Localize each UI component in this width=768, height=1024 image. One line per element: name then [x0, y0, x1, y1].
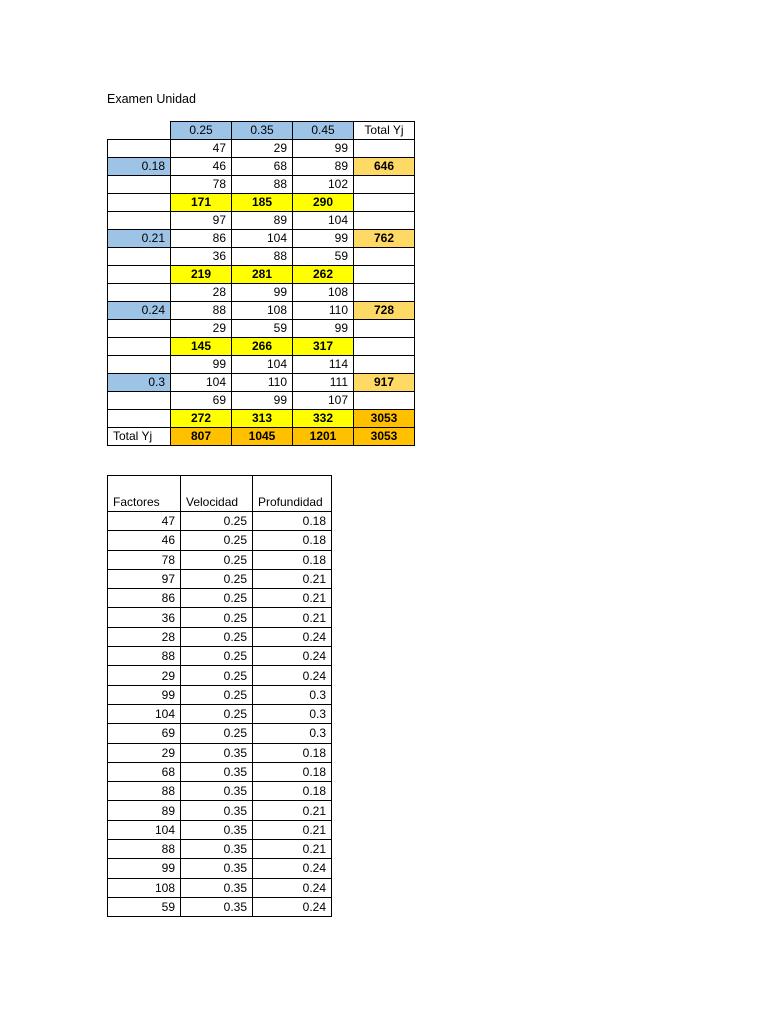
data-cell[interactable]: 68 [232, 158, 293, 176]
velocity-value-cell[interactable]: 0.25 [181, 685, 253, 704]
depth-value-cell[interactable]: 0.24 [253, 627, 332, 646]
row-total-cell[interactable]: 728 [354, 302, 415, 320]
table1-data-row [108, 320, 415, 338]
factor-value-cell[interactable]: 47 [108, 512, 181, 531]
factor-value-cell[interactable]: 108 [108, 878, 181, 897]
data-cell[interactable]: 104 [171, 374, 232, 392]
grand-subtotal-cell[interactable]: 3053 [354, 410, 415, 428]
depth-value-cell[interactable]: 0.21 [253, 840, 332, 859]
factor-value-cell[interactable]: 28 [108, 627, 181, 646]
row-total-cell[interactable]: 646 [354, 158, 415, 176]
depth-value-cell[interactable]: 0.21 [253, 608, 332, 627]
anova-data-table [107, 121, 415, 446]
velocity-header-cell[interactable]: 0.35 [232, 122, 293, 140]
empty-cell[interactable] [354, 284, 415, 302]
velocity-header-cell[interactable]: 0.45 [293, 122, 354, 140]
table2-row [108, 897, 332, 916]
velocity-value-cell[interactable]: 0.35 [181, 743, 253, 762]
factor-value-cell[interactable]: 29 [108, 666, 181, 685]
empty-cell[interactable] [108, 410, 171, 428]
data-cell[interactable]: 29 [232, 140, 293, 158]
empty-cell[interactable] [108, 284, 171, 302]
velocity-value-cell[interactable]: 0.25 [181, 589, 253, 608]
empty-cell[interactable] [108, 212, 171, 230]
data-cell[interactable]: 89 [232, 212, 293, 230]
factor-value-cell[interactable]: 46 [108, 531, 181, 550]
subtotal-cell[interactable]: 290 [293, 194, 354, 212]
table2-row [108, 782, 332, 801]
table1-sum-row [108, 194, 415, 212]
table1-data-row [108, 392, 415, 410]
velocity-value-cell[interactable]: 0.25 [181, 608, 253, 627]
depth-value-cell[interactable]: 0.18 [253, 531, 332, 550]
table1-data-row [108, 248, 415, 266]
velocity-value-cell[interactable]: 0.25 [181, 627, 253, 646]
empty-cell[interactable] [108, 320, 171, 338]
data-cell[interactable]: 99 [293, 140, 354, 158]
subtotal-cell[interactable]: 145 [171, 338, 232, 356]
data-cell[interactable]: 111 [293, 374, 354, 392]
velocidad-header-cell[interactable]: Velocidad [181, 476, 253, 512]
data-cell[interactable]: 104 [293, 212, 354, 230]
table1-sum-row [108, 410, 415, 428]
data-cell[interactable]: 36 [171, 248, 232, 266]
data-cell[interactable]: 107 [293, 392, 354, 410]
depth-value-cell[interactable]: 0.18 [253, 512, 332, 531]
table2-row [108, 608, 332, 627]
data-cell[interactable]: 110 [293, 302, 354, 320]
empty-cell[interactable] [354, 194, 415, 212]
empty-cell[interactable] [108, 140, 171, 158]
velocity-value-cell[interactable]: 0.35 [181, 859, 253, 878]
velocity-value-cell[interactable]: 0.25 [181, 531, 253, 550]
empty-cell[interactable] [354, 266, 415, 284]
data-cell[interactable]: 86 [171, 230, 232, 248]
table1-data-row [108, 356, 415, 374]
empty-cell[interactable] [354, 248, 415, 266]
table1-footer-row [108, 428, 415, 446]
velocity-value-cell[interactable]: 0.25 [181, 569, 253, 588]
table2-row [108, 859, 332, 878]
table1-data-row [108, 284, 415, 302]
data-cell[interactable]: 102 [293, 176, 354, 194]
velocity-value-cell[interactable]: 0.35 [181, 782, 253, 801]
subtotal-cell[interactable]: 185 [232, 194, 293, 212]
empty-cell[interactable] [108, 356, 171, 374]
depth-value-cell[interactable]: 0.21 [253, 820, 332, 839]
table1-header-row [108, 122, 415, 140]
depth-label-cell[interactable]: 0.18 [108, 158, 171, 176]
data-cell[interactable]: 114 [293, 356, 354, 374]
factor-value-cell[interactable]: 68 [108, 762, 181, 781]
velocity-value-cell[interactable]: 0.25 [181, 550, 253, 569]
data-cell[interactable]: 78 [171, 176, 232, 194]
empty-cell[interactable] [354, 320, 415, 338]
subtotal-cell[interactable]: 317 [293, 338, 354, 356]
data-cell[interactable]: 88 [232, 248, 293, 266]
data-cell[interactable]: 99 [232, 392, 293, 410]
row-total-cell[interactable]: 917 [354, 374, 415, 392]
data-cell[interactable]: 99 [232, 284, 293, 302]
data-cell[interactable]: 59 [293, 248, 354, 266]
factors-table [107, 475, 332, 917]
column-total-cell[interactable]: 3053 [354, 428, 415, 446]
depth-label-cell[interactable]: 0.3 [108, 374, 171, 392]
subtotal-cell[interactable]: 281 [232, 266, 293, 284]
table2-row [108, 840, 332, 859]
factor-value-cell[interactable]: 89 [108, 801, 181, 820]
profundidad-header-cell[interactable]: Profundidad [253, 476, 332, 512]
factores-header-cell[interactable]: Factores [108, 476, 181, 512]
subtotal-cell[interactable]: 262 [293, 266, 354, 284]
velocity-value-cell[interactable]: 0.35 [181, 897, 253, 916]
table2-row [108, 878, 332, 897]
table1-data-row [108, 374, 415, 392]
data-cell[interactable]: 46 [171, 158, 232, 176]
factor-value-cell[interactable]: 99 [108, 685, 181, 704]
depth-value-cell[interactable]: 0.3 [253, 704, 332, 723]
table2-row [108, 743, 332, 762]
empty-cell[interactable] [354, 212, 415, 230]
empty-cell[interactable] [108, 248, 171, 266]
empty-cell[interactable] [354, 392, 415, 410]
subtotal-cell[interactable]: 219 [171, 266, 232, 284]
subtotal-cell[interactable]: 272 [171, 410, 232, 428]
data-cell[interactable]: 108 [232, 302, 293, 320]
velocity-value-cell[interactable]: 0.35 [181, 840, 253, 859]
table1-data-row [108, 230, 415, 248]
table2-row [108, 647, 332, 666]
factor-value-cell[interactable]: 97 [108, 569, 181, 588]
table1-corner-cell [108, 122, 171, 140]
table2-row [108, 801, 332, 820]
empty-cell[interactable] [354, 356, 415, 374]
data-cell[interactable]: 97 [171, 212, 232, 230]
factor-value-cell[interactable]: 88 [108, 840, 181, 859]
table2-row [108, 550, 332, 569]
empty-cell[interactable] [108, 392, 171, 410]
table2-row [108, 762, 332, 781]
empty-cell[interactable] [354, 176, 415, 194]
table1-data-row [108, 302, 415, 320]
column-total-cell[interactable]: 1201 [293, 428, 354, 446]
velocity-value-cell[interactable]: 0.25 [181, 724, 253, 743]
table1-sum-row [108, 338, 415, 356]
empty-cell[interactable] [354, 140, 415, 158]
depth-label-cell[interactable]: 0.21 [108, 230, 171, 248]
velocity-value-cell[interactable]: 0.35 [181, 762, 253, 781]
velocity-value-cell[interactable]: 0.25 [181, 647, 253, 666]
table2-row [108, 704, 332, 723]
depth-value-cell[interactable]: 0.18 [253, 762, 332, 781]
table1-data-row [108, 212, 415, 230]
data-cell[interactable]: 104 [232, 356, 293, 374]
velocity-value-cell[interactable]: 0.35 [181, 878, 253, 897]
factor-value-cell[interactable]: 104 [108, 820, 181, 839]
depth-value-cell[interactable]: 0.18 [253, 782, 332, 801]
factor-value-cell[interactable]: 78 [108, 550, 181, 569]
depth-label-cell[interactable]: 0.24 [108, 302, 171, 320]
velocity-value-cell[interactable]: 0.25 [181, 666, 253, 685]
depth-value-cell[interactable]: 0.21 [253, 801, 332, 820]
table1-data-row [108, 158, 415, 176]
data-cell[interactable]: 99 [171, 356, 232, 374]
data-cell[interactable]: 110 [232, 374, 293, 392]
data-cell[interactable]: 88 [171, 302, 232, 320]
data-cell[interactable]: 29 [171, 320, 232, 338]
factor-value-cell[interactable]: 86 [108, 589, 181, 608]
factor-value-cell[interactable]: 88 [108, 647, 181, 666]
total-yj-label-cell[interactable]: Total Yj [108, 428, 171, 446]
empty-cell[interactable] [108, 176, 171, 194]
depth-value-cell[interactable]: 0.24 [253, 647, 332, 666]
depth-value-cell[interactable]: 0.24 [253, 666, 332, 685]
velocity-value-cell[interactable]: 0.25 [181, 512, 253, 531]
velocity-value-cell[interactable]: 0.35 [181, 820, 253, 839]
subtotal-cell[interactable]: 332 [293, 410, 354, 428]
table1-data-row [108, 176, 415, 194]
factor-value-cell[interactable]: 99 [108, 859, 181, 878]
depth-value-cell[interactable]: 0.24 [253, 878, 332, 897]
factor-value-cell[interactable]: 104 [108, 704, 181, 723]
table1-sum-row [108, 266, 415, 284]
row-total-cell[interactable]: 762 [354, 230, 415, 248]
table2-row [108, 685, 332, 704]
table1-data-row [108, 140, 415, 158]
table2-row [108, 820, 332, 839]
velocity-header-cell[interactable]: 0.25 [171, 122, 232, 140]
depth-value-cell[interactable]: 0.24 [253, 897, 332, 916]
factor-value-cell[interactable]: 36 [108, 608, 181, 627]
factor-value-cell[interactable]: 88 [108, 782, 181, 801]
table2-row [108, 666, 332, 685]
data-cell[interactable]: 28 [171, 284, 232, 302]
empty-cell[interactable] [108, 266, 171, 284]
table2-row [108, 512, 332, 531]
table2-row [108, 531, 332, 550]
data-cell[interactable]: 88 [232, 176, 293, 194]
data-cell[interactable]: 47 [171, 140, 232, 158]
data-cell[interactable]: 59 [232, 320, 293, 338]
subtotal-cell[interactable]: 266 [232, 338, 293, 356]
factor-value-cell[interactable]: 59 [108, 897, 181, 916]
column-total-cell[interactable]: 1045 [232, 428, 293, 446]
total-yj-header-cell[interactable]: Total Yj [354, 122, 415, 140]
empty-cell[interactable] [354, 338, 415, 356]
depth-value-cell[interactable]: 0.24 [253, 859, 332, 878]
depth-value-cell[interactable]: 0.21 [253, 569, 332, 588]
factor-value-cell[interactable]: 69 [108, 724, 181, 743]
table2-row [108, 724, 332, 743]
data-cell[interactable]: 69 [171, 392, 232, 410]
column-total-cell[interactable]: 807 [171, 428, 232, 446]
table2-row [108, 589, 332, 608]
factor-value-cell[interactable]: 29 [108, 743, 181, 762]
data-cell[interactable]: 99 [293, 320, 354, 338]
table2-row [108, 569, 332, 588]
data-cell[interactable]: 89 [293, 158, 354, 176]
velocity-value-cell[interactable]: 0.35 [181, 801, 253, 820]
table2-row [108, 627, 332, 646]
subtotal-cell[interactable]: 171 [171, 194, 232, 212]
data-cell[interactable]: 104 [232, 230, 293, 248]
subtotal-cell[interactable]: 313 [232, 410, 293, 428]
empty-cell[interactable] [108, 338, 171, 356]
depth-value-cell[interactable]: 0.3 [253, 724, 332, 743]
empty-cell[interactable] [108, 194, 171, 212]
velocity-value-cell[interactable]: 0.25 [181, 704, 253, 723]
table2-header-row [108, 476, 332, 512]
sheet-title: Examen Unidad [107, 92, 196, 106]
data-cell[interactable]: 108 [293, 284, 354, 302]
depth-value-cell[interactable]: 0.21 [253, 589, 332, 608]
depth-value-cell[interactable]: 0.18 [253, 550, 332, 569]
data-cell[interactable]: 99 [293, 230, 354, 248]
depth-value-cell[interactable]: 0.3 [253, 685, 332, 704]
depth-value-cell[interactable]: 0.18 [253, 743, 332, 762]
